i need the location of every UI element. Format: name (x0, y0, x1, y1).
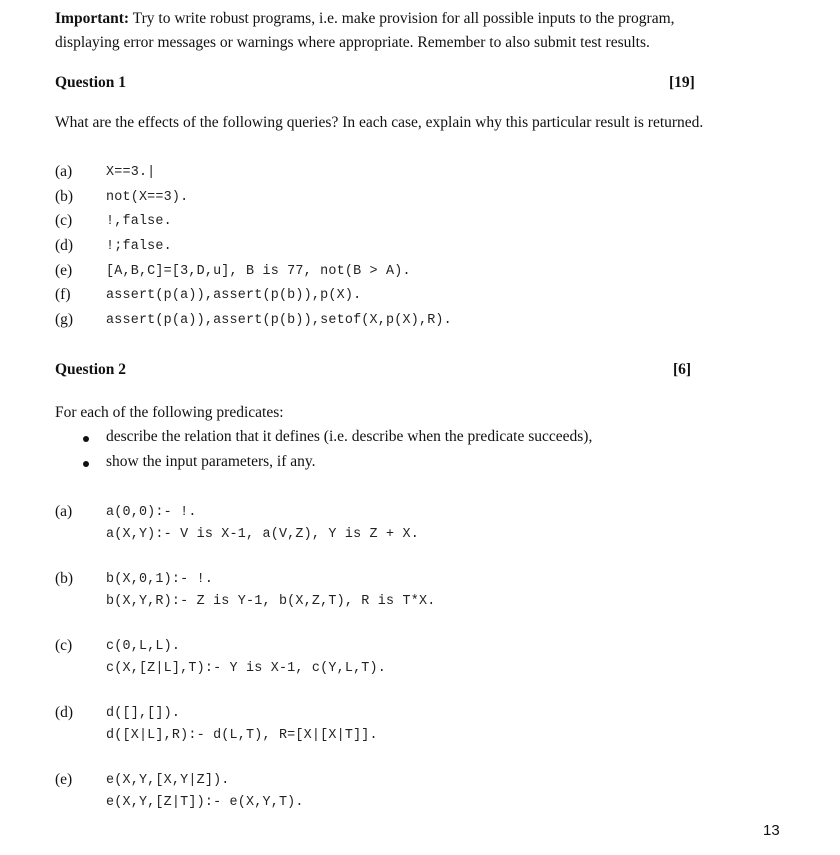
q1-item-code: X==3.| (106, 165, 156, 180)
q1-item-code: assert(p(a)),assert(p(b)),p(X). (106, 288, 362, 303)
q2-title: Question 2 (55, 361, 127, 378)
q2-item-code-line-1: a(0,0):- !. (106, 505, 197, 520)
q1-item-label: (f) (55, 286, 71, 303)
q1-marks: [19] (669, 74, 695, 91)
intro-text-2: displaying error messages or warnings where appropriate. Remember to also submit test results. (55, 34, 650, 51)
q2-item-label: (a) (55, 503, 73, 520)
bullet-icon (83, 436, 89, 442)
bullet-icon (83, 461, 89, 467)
q1-item-code: !;false. (106, 239, 172, 254)
q2-item-label: (c) (55, 637, 73, 654)
q1-item-code: assert(p(a)),assert(p(b)),setof(X,p(X),R). (106, 313, 452, 328)
q2-item-code-line-2: d([X|L],R):- d(L,T), R=[X|[X|T]]. (106, 728, 378, 743)
q2-item-code-line-1: d([],[]). (106, 706, 181, 721)
q2-bullet: describe the relation that it defines (i.e. describe when the predicate succeeds), (106, 428, 593, 445)
q1-item-code: not(X==3). (106, 190, 189, 205)
q2-item-label: (d) (55, 704, 74, 721)
q1-item-label: (b) (55, 188, 74, 205)
q1-item-code: [A,B,C]=[3,D,u], B is 77, not(B > A). (106, 264, 411, 279)
q2-item-code-line-1: c(0,L,L). (106, 639, 181, 654)
q1-item-label: (a) (55, 163, 73, 180)
q1-item-label: (c) (55, 212, 73, 229)
intro-text-1: Try to write robust programs, i.e. make provision for all possible inputs to the program, (132, 10, 675, 27)
q2-item-code-line-1: b(X,0,1):- !. (106, 572, 214, 587)
q1-item-label: (g) (55, 311, 74, 328)
q1-title: Question 1 (55, 74, 127, 91)
intro-label: Important: (55, 10, 130, 27)
q1-item-label: (d) (55, 237, 74, 254)
q2-marks: [6] (673, 361, 692, 378)
q1-item-label: (e) (55, 262, 73, 279)
q2-item-label: (b) (55, 570, 74, 587)
q1-prompt: What are the effects of the following queries? In each case, explain why this particular result is returned. (55, 114, 704, 131)
q2-bullet: show the input parameters, if any. (106, 453, 316, 470)
q2-item-code-line-2: e(X,Y,[Z|T]):- e(X,Y,T). (106, 795, 304, 810)
q2-prompt: For each of the following predicates: (55, 404, 284, 421)
q2-item-code-line-1: e(X,Y,[X,Y|Z]). (106, 773, 230, 788)
intro-line-1 (55, 10, 675, 28)
q2-item-code-line-2: a(X,Y):- V is X-1, a(V,Z), Y is Z + X. (106, 527, 419, 542)
page-number: 13 (763, 822, 780, 839)
q2-item-label: (e) (55, 771, 73, 788)
q1-item-code: !,false. (106, 214, 172, 229)
q2-item-code-line-2: b(X,Y,R):- Z is Y-1, b(X,Z,T), R is T*X. (106, 594, 436, 609)
q2-item-code-line-2: c(X,[Z|L],T):- Y is X-1, c(Y,L,T). (106, 661, 387, 676)
